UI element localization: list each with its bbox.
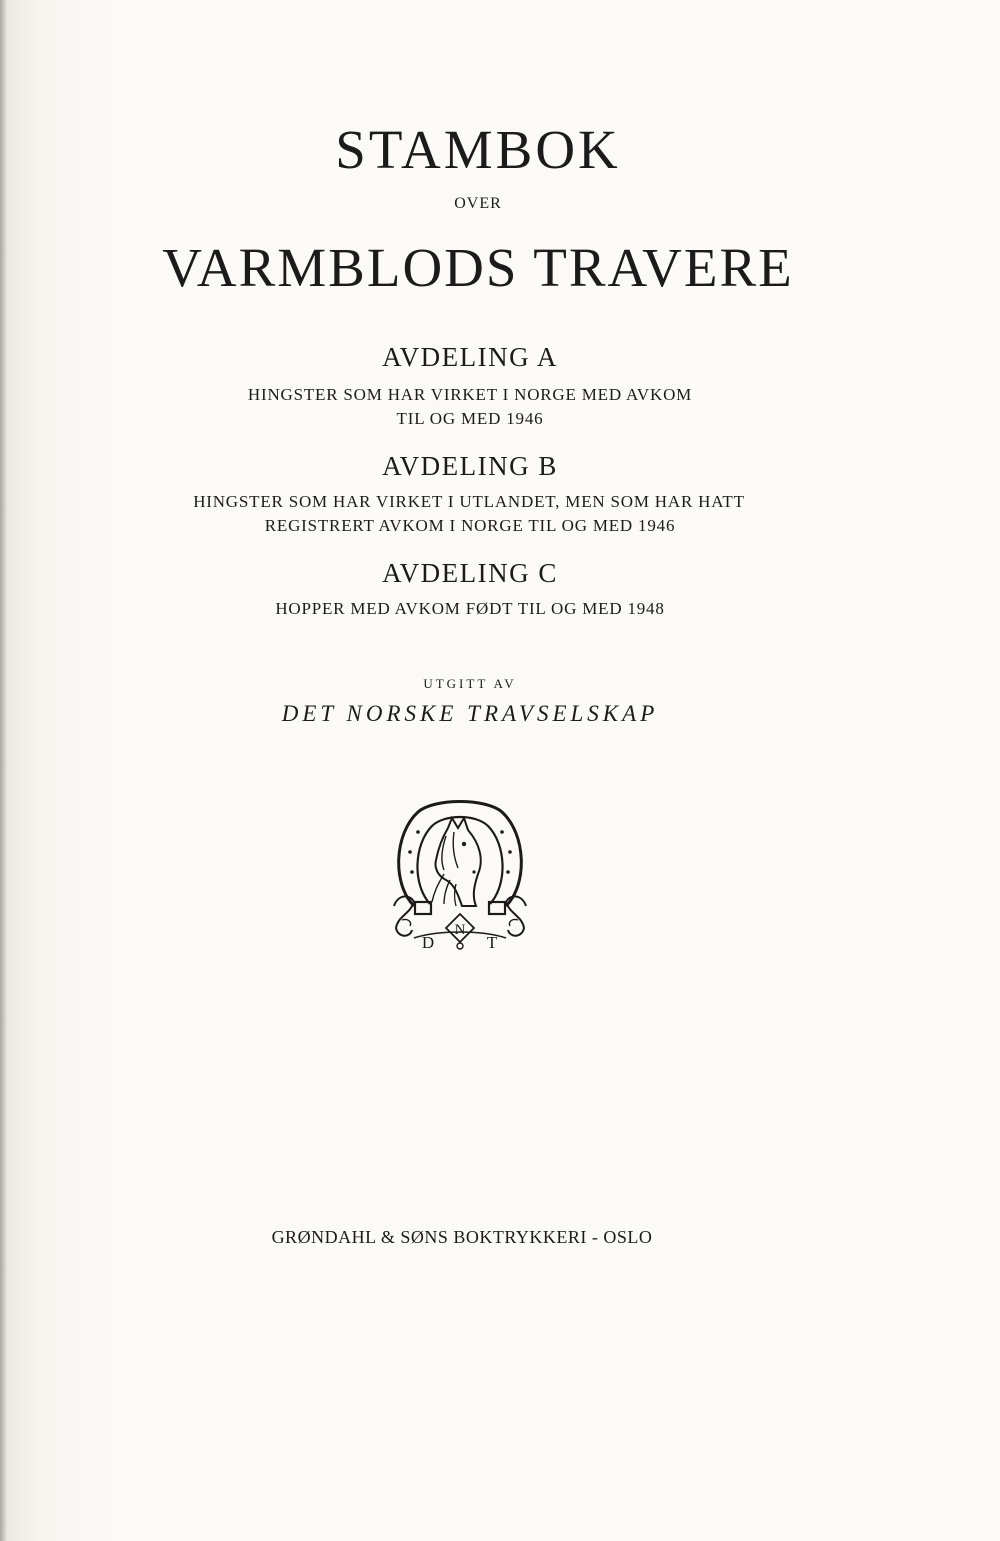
page-spine-shadow <box>0 0 6 1541</box>
publisher-name: DET NORSKE TRAVSELSKAP <box>281 701 659 726</box>
section-a-description-line-1: HINGSTER SOM HAR VIRKET I NORGE MED AVKOM <box>247 385 693 404</box>
title-connector: OVER <box>454 195 502 212</box>
book-subtitle: VARMBLODS TRAVERE <box>162 237 794 298</box>
published-by-label: UTGITT AV <box>423 676 517 691</box>
section-b-heading: AVDELING B <box>382 451 558 481</box>
section-c-heading: AVDELING C <box>382 558 558 588</box>
logo-letter-n: N <box>454 922 466 938</box>
section-b-description-line-2: REGISTRERT AVKOM I NORGE TIL OG MED 1946 <box>264 516 676 535</box>
section-b-description-line-1: HINGSTER SOM HAR VIRKET I UTLANDET, MEN SOM HAR HATT <box>193 492 745 511</box>
section-a-heading: AVDELING A <box>382 342 558 372</box>
section-a-description-line-2: TIL OG MED 1946 <box>396 409 544 428</box>
logo-letter-t: T <box>486 933 498 952</box>
printer-imprint: GRØNDAHL & SØNS BOKTRYKKERI - OSLO <box>271 1227 653 1247</box>
book-title: STAMBOK <box>335 119 621 180</box>
logo-letter-d: D <box>421 933 435 952</box>
section-c-description-line-1: HOPPER MED AVKOM FØDT TIL OG MED 1948 <box>275 599 665 618</box>
horseshoe-horse-head-emblem-icon <box>388 788 532 956</box>
